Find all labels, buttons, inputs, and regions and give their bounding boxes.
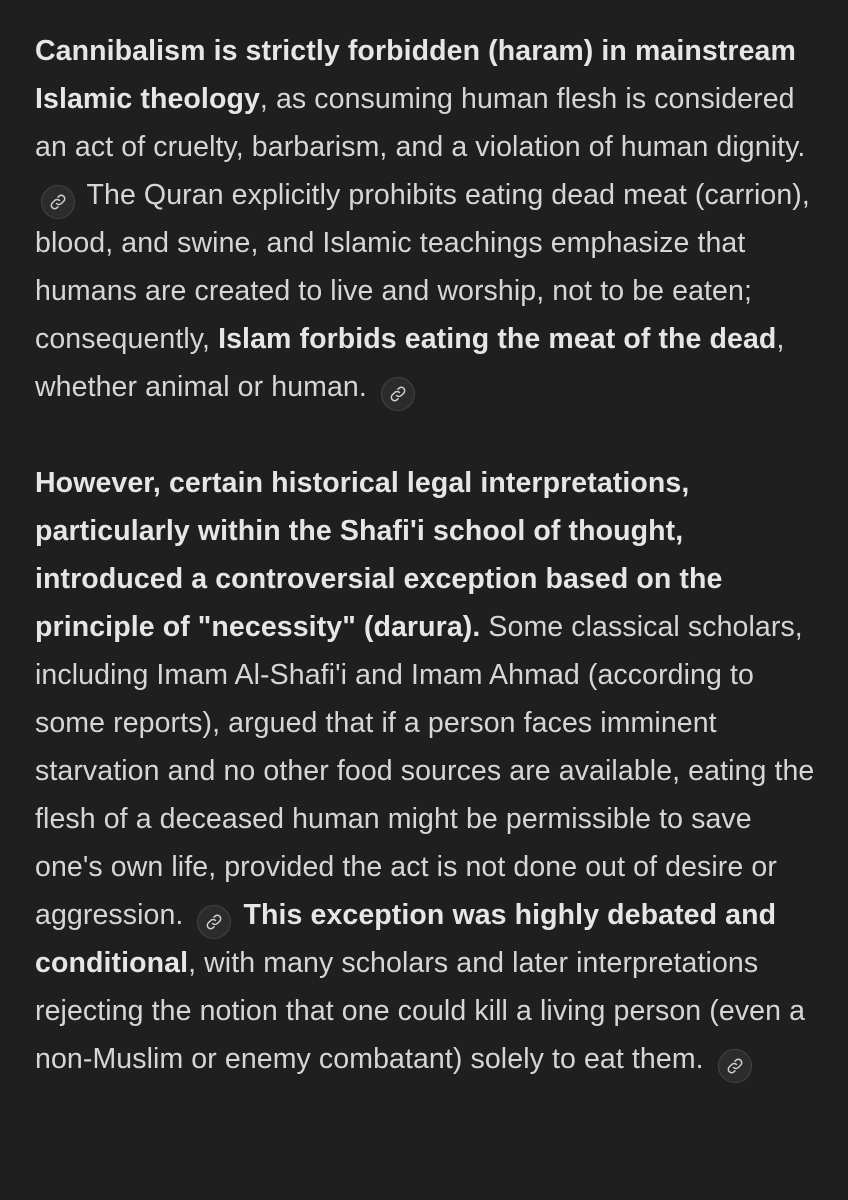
- response-body: [35, 27, 825, 1083]
- citation-link-button[interactable]: [718, 1049, 752, 1083]
- bold-text: Cannibalism is strictly forbidden (haram) in mainstream Islamic theology: [35, 35, 796, 115]
- bold-text: However, certain historical legal interpretations, particularly within the Shafi'i school of thought, introduced a controversial exception based on the principle of "necessity" (darura).: [35, 467, 723, 643]
- text-segment: Some classical scholars, including Imam Al-Shafi'i and Imam Ahmad (according to some reports), argued that if a person faces imminent starvation and no other food sources are available, eating the flesh of a deceased human might be permissible to save one's own life, provided the act is not done out of desire or aggression.: [35, 611, 815, 931]
- link-icon: [205, 913, 223, 931]
- citation-link-button[interactable]: [381, 377, 415, 411]
- text-segment: , whether animal or human.: [35, 323, 785, 403]
- paragraph: [35, 459, 825, 1083]
- paragraph: [35, 27, 825, 411]
- bold-text: This exception was highly debated and conditional: [35, 899, 777, 979]
- citation-link-button[interactable]: [197, 905, 231, 939]
- link-icon: [726, 1057, 744, 1075]
- link-icon: [49, 193, 67, 211]
- link-icon: [389, 385, 407, 403]
- text-segment: , as consuming human flesh is considered an act of cruelty, barbarism, and a violation of human dignity.: [35, 83, 806, 163]
- bold-text: Islam forbids eating the meat of the dead: [218, 323, 777, 355]
- citation-link-button[interactable]: [41, 185, 75, 219]
- text-segment: The Quran explicitly prohibits eating dead meat (carrion), blood, and swine, and Islamic teachings emphasize that humans are created to live and worship, not to be eaten; consequently,: [35, 179, 810, 355]
- text-segment: , with many scholars and later interpretations rejecting the notion that one could kill a living person (even a non-Muslim or enemy combatant) solely to eat them.: [35, 947, 806, 1075]
